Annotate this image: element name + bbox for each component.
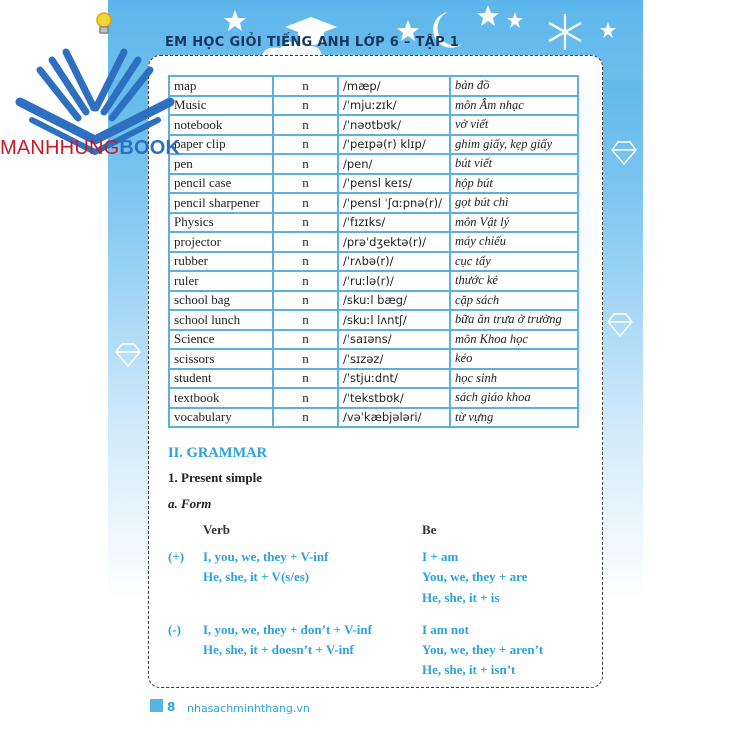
table-row bbox=[169, 388, 578, 408]
vocab-part-of-speech-cell: n bbox=[273, 232, 338, 252]
grammar-heading: II. GRAMMAR bbox=[168, 445, 268, 461]
vocab-meaning-cell: vở viết bbox=[450, 115, 578, 135]
vocab-part-of-speech-cell: n bbox=[273, 115, 338, 135]
vocab-pronunciation-cell: /ˈpensl keɪs/ bbox=[338, 174, 450, 194]
publisher-logo bbox=[0, 40, 215, 220]
diamond-icon bbox=[608, 314, 632, 336]
vocab-pronunciation-cell: /ˈpeɪpə(r) klɪp/ bbox=[338, 135, 450, 155]
vocab-part-of-speech-cell: n bbox=[273, 369, 338, 389]
vocab-pronunciation-cell: /ˈfɪzɪks/ bbox=[338, 213, 450, 233]
negative-verb-line: I, you, we, they + don’t + V-inf bbox=[203, 622, 372, 637]
vocab-part-of-speech-cell: n bbox=[273, 174, 338, 194]
vocab-word-cell: map bbox=[169, 76, 273, 96]
vocab-part-of-speech-cell: n bbox=[273, 76, 338, 96]
vocab-part-of-speech-cell: n bbox=[273, 310, 338, 330]
table-row bbox=[169, 310, 578, 330]
vocab-pronunciation-cell: /ˈpensl ˈʃɑːpnə(r)/ bbox=[338, 193, 450, 213]
vocab-word-cell: Science bbox=[169, 330, 273, 350]
vocab-pronunciation-cell: /ˈmjuːzɪk/ bbox=[338, 96, 450, 116]
book-header-title: EM HỌC GIỎI TIẾNG ANH LỚP 6 – TẬP 1 bbox=[165, 35, 460, 50]
vocab-meaning-cell: bản đồ bbox=[450, 76, 578, 96]
vocab-word-cell: pencil case bbox=[169, 174, 273, 194]
vocab-word-cell: scissors bbox=[169, 349, 273, 369]
table-row bbox=[169, 369, 578, 389]
vocab-meaning-cell: cục tẩy bbox=[450, 252, 578, 272]
vocab-part-of-speech-cell: n bbox=[273, 330, 338, 350]
negative-be-line: I am not bbox=[422, 622, 469, 637]
table-row bbox=[169, 115, 578, 135]
positive-verb-line: I, you, we, they + V-inf bbox=[203, 549, 329, 564]
table-row bbox=[169, 193, 578, 213]
vocab-pronunciation-cell: /ˈstjuːdnt/ bbox=[338, 369, 450, 389]
vocabulary-table bbox=[168, 75, 579, 428]
vocab-part-of-speech-cell: n bbox=[273, 193, 338, 213]
publisher-url: nhasachminhthang.vn bbox=[187, 702, 310, 715]
vocab-word-cell: rubber bbox=[169, 252, 273, 272]
table-row bbox=[169, 330, 578, 350]
vocab-pronunciation-cell: /vəˈkæbjələri/ bbox=[338, 408, 450, 428]
negative-be-line: You, we, they + aren’t bbox=[422, 642, 544, 657]
table-row bbox=[169, 174, 578, 194]
form-heading: a. Form bbox=[168, 496, 212, 511]
table-row bbox=[169, 135, 578, 155]
vocab-word-cell: pencil sharpener bbox=[169, 193, 273, 213]
vocab-word-cell: projector bbox=[169, 232, 273, 252]
vocab-pronunciation-cell: /ˈsaɪəns/ bbox=[338, 330, 450, 350]
be-column-heading: Be bbox=[422, 522, 437, 537]
vocab-word-cell: vocabulary bbox=[169, 408, 273, 428]
vocab-word-cell: pen bbox=[169, 154, 273, 174]
verb-column-heading: Verb bbox=[203, 522, 230, 537]
vocab-word-cell: ruler bbox=[169, 271, 273, 291]
vocab-pronunciation-cell: /skuːl bæg/ bbox=[338, 291, 450, 311]
vocab-meaning-cell: cặp sách bbox=[450, 291, 578, 311]
vocab-meaning-cell: ghim giấy, kẹp giấy bbox=[450, 135, 578, 155]
vocab-part-of-speech-cell: n bbox=[273, 96, 338, 116]
vocab-pronunciation-cell: /ˈtekstbʊk/ bbox=[338, 388, 450, 408]
page-number: 8 bbox=[167, 700, 176, 714]
vocab-meaning-cell: bữa ăn trưa ở trường bbox=[450, 310, 578, 330]
vocab-pronunciation-cell: /pen/ bbox=[338, 154, 450, 174]
negative-verb-line: He, she, it + doesn’t + V-inf bbox=[203, 642, 354, 657]
page-number-marker bbox=[150, 699, 163, 712]
vocab-meaning-cell: bút viết bbox=[450, 154, 578, 174]
table-row bbox=[169, 96, 578, 116]
vocab-word-cell: textbook bbox=[169, 388, 273, 408]
vocab-part-of-speech-cell: n bbox=[273, 135, 338, 155]
present-simple-heading: 1. Present simple bbox=[168, 470, 262, 485]
vocab-pronunciation-cell: /mæp/ bbox=[338, 76, 450, 96]
table-row bbox=[169, 213, 578, 233]
vocab-pronunciation-cell: /ˈsɪzəz/ bbox=[338, 349, 450, 369]
vocab-meaning-cell: môn Âm nhạc bbox=[450, 96, 578, 116]
table-row bbox=[169, 76, 578, 96]
publisher-logo-text: MANHHUNGBOOK bbox=[0, 137, 181, 159]
vocab-part-of-speech-cell: n bbox=[273, 213, 338, 233]
positive-be-line: You, we, they + are bbox=[422, 569, 528, 584]
vocab-word-cell: Music bbox=[169, 96, 273, 116]
vocab-part-of-speech-cell: n bbox=[273, 388, 338, 408]
positive-verb-line: He, she, it + V(s/es) bbox=[203, 569, 310, 584]
table-row bbox=[169, 154, 578, 174]
vocab-word-cell: notebook bbox=[169, 115, 273, 135]
vocab-pronunciation-cell: /skuːl lʌntʃ/ bbox=[338, 310, 450, 330]
vocab-meaning-cell: hộp bút bbox=[450, 174, 578, 194]
vocab-meaning-cell: sách giáo khoa bbox=[450, 388, 578, 408]
vocab-meaning-cell: môn Vật lý bbox=[450, 213, 578, 233]
table-row bbox=[169, 232, 578, 252]
vocab-pronunciation-cell: /ˈruːlə(r)/ bbox=[338, 271, 450, 291]
vocab-pronunciation-cell: /ˈrʌbə(r)/ bbox=[338, 252, 450, 272]
vocab-part-of-speech-cell: n bbox=[273, 291, 338, 311]
vocab-meaning-cell: môn Khoa học bbox=[450, 330, 578, 350]
table-row bbox=[169, 291, 578, 311]
vocab-word-cell: school lunch bbox=[169, 310, 273, 330]
diamond-icon bbox=[116, 344, 140, 366]
vocab-meaning-cell: thước kẻ bbox=[450, 271, 578, 291]
positive-sign: (+) bbox=[168, 549, 185, 564]
vocab-meaning-cell: học sinh bbox=[450, 369, 578, 389]
table-row bbox=[169, 252, 578, 272]
vocab-pronunciation-cell: /ˈnəʊtbʊk/ bbox=[338, 115, 450, 135]
diamond-icon bbox=[612, 142, 636, 164]
vocab-meaning-cell: gọt bút chì bbox=[450, 193, 578, 213]
positive-be-line: He, she, it + is bbox=[422, 590, 500, 605]
vocab-part-of-speech-cell: n bbox=[273, 154, 338, 174]
positive-be-line: I + am bbox=[422, 549, 459, 564]
table-row bbox=[169, 408, 578, 428]
vocab-word-cell: student bbox=[169, 369, 273, 389]
vocab-meaning-cell: kéo bbox=[450, 349, 578, 369]
vocab-part-of-speech-cell: n bbox=[273, 271, 338, 291]
vocab-word-cell: Physics bbox=[169, 213, 273, 233]
negative-sign: (-) bbox=[168, 622, 181, 637]
vocab-pronunciation-cell: /prəˈdʒektə(r)/ bbox=[338, 232, 450, 252]
vocab-word-cell: school bag bbox=[169, 291, 273, 311]
vocab-part-of-speech-cell: n bbox=[273, 408, 338, 428]
vocab-meaning-cell: từ vựng bbox=[450, 408, 578, 428]
negative-be-line: He, she, it + isn’t bbox=[422, 662, 516, 677]
table-row bbox=[169, 271, 578, 291]
vocab-part-of-speech-cell: n bbox=[273, 349, 338, 369]
vocab-word-cell: paper clip bbox=[169, 135, 273, 155]
table-row bbox=[169, 349, 578, 369]
vocab-meaning-cell: máy chiếu bbox=[450, 232, 578, 252]
vocab-part-of-speech-cell: n bbox=[273, 252, 338, 272]
